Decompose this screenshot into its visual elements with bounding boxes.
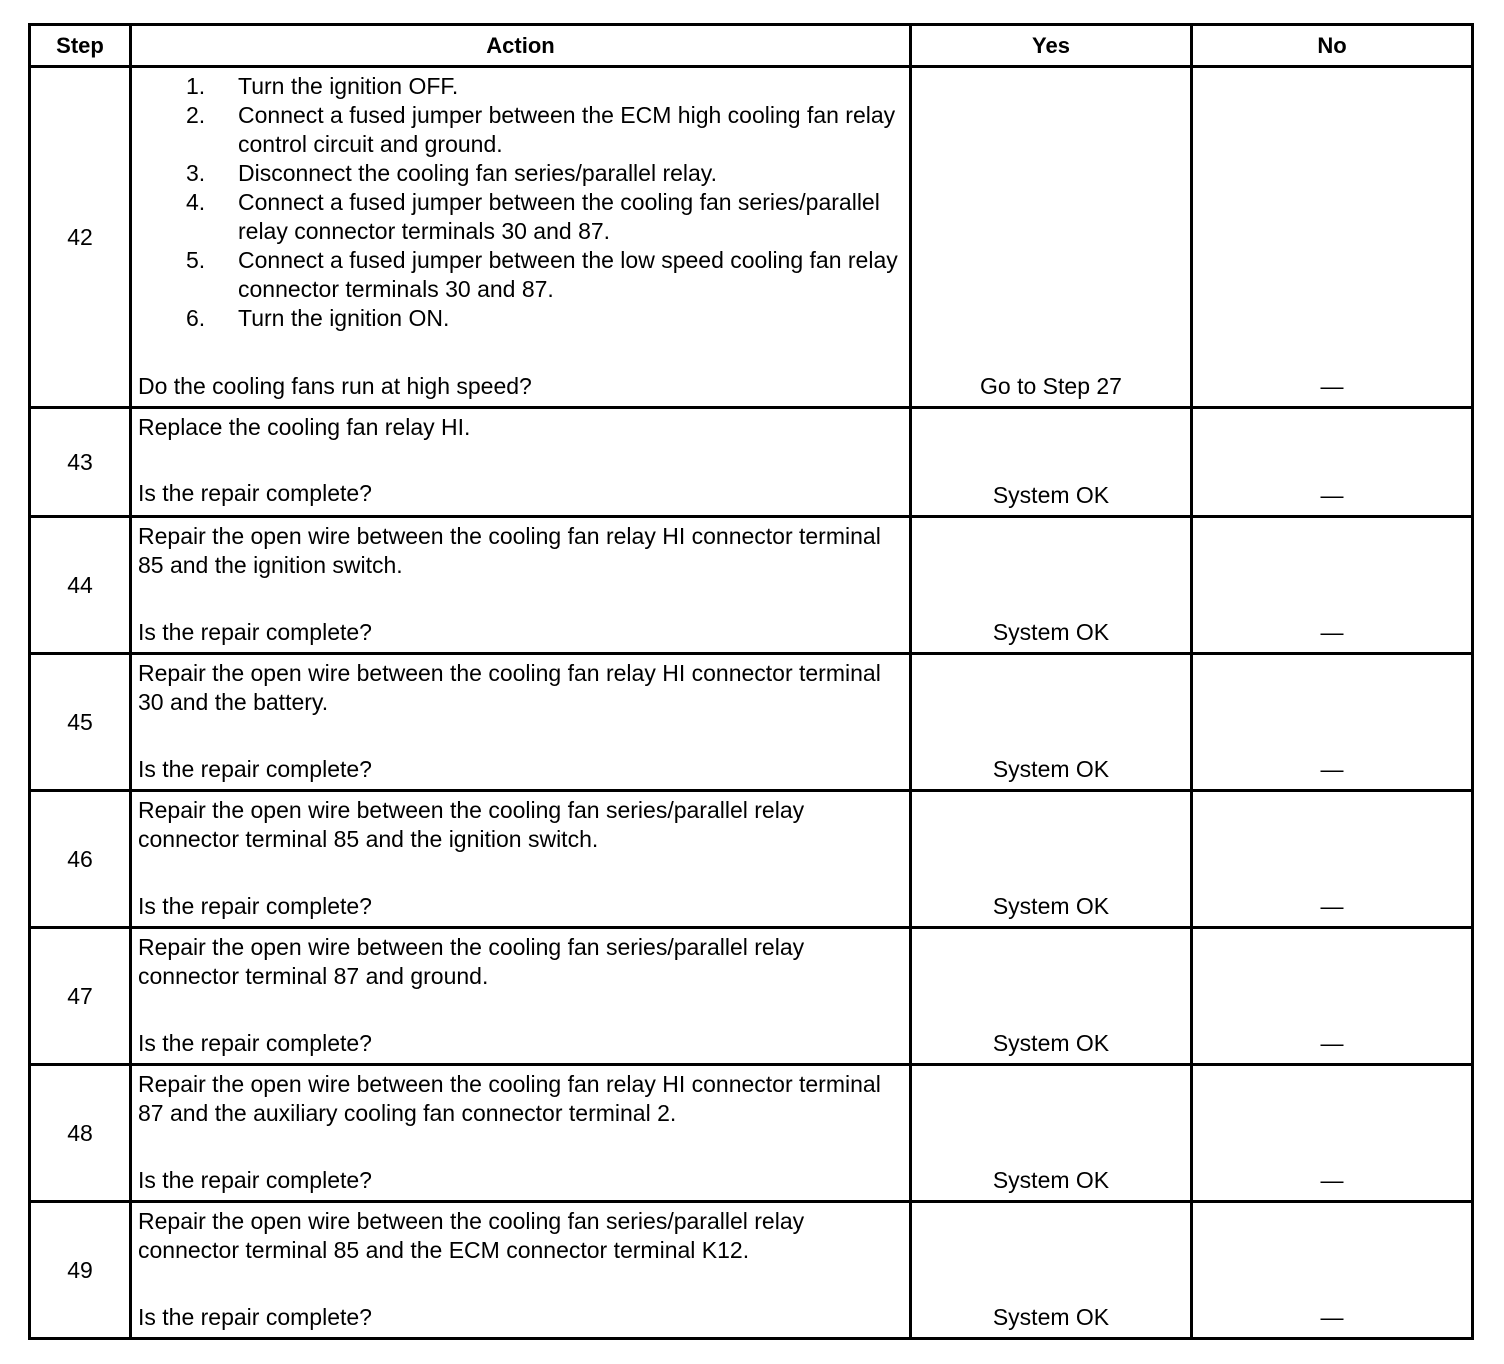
action-question: Is the repair complete? bbox=[138, 619, 372, 645]
list-item bbox=[138, 188, 901, 246]
list-item-text: Connect a fused jumper between the ECM high cooling fan relay control circuit and ground. bbox=[238, 102, 896, 157]
table-row bbox=[30, 654, 1473, 791]
action-question: Is the repair complete? bbox=[138, 756, 372, 782]
list-item-number: 4. bbox=[186, 189, 206, 215]
step-number: 46 bbox=[30, 791, 131, 928]
action-cell bbox=[131, 408, 911, 517]
header-yes: Yes bbox=[911, 25, 1192, 67]
no-result: — bbox=[1192, 1202, 1473, 1339]
no-result: — bbox=[1192, 67, 1473, 408]
action-description: Replace the cooling fan relay HI. bbox=[138, 414, 471, 440]
action-question: Is the repair complete? bbox=[138, 1304, 372, 1330]
yes-result: System OK bbox=[911, 791, 1192, 928]
diagnostic-table-sheet bbox=[28, 23, 1471, 1340]
action-description: Repair the open wire between the cooling fan relay HI connector terminal 30 and the battery. bbox=[138, 660, 881, 715]
action-description: Repair the open wire between the cooling fan series/parallel relay connector terminal 87 and ground. bbox=[138, 934, 805, 989]
header-action: Action bbox=[131, 25, 911, 67]
action-question: Is the repair complete? bbox=[138, 480, 372, 506]
action-cell bbox=[131, 1202, 911, 1339]
step-number: 47 bbox=[30, 928, 131, 1065]
list-item-number: 6. bbox=[186, 305, 206, 331]
action-cell bbox=[131, 928, 911, 1065]
no-result: — bbox=[1192, 654, 1473, 791]
diagnostic-table bbox=[28, 23, 1474, 1340]
yes-result: System OK bbox=[911, 408, 1192, 517]
table-row bbox=[30, 67, 1473, 408]
no-result: — bbox=[1192, 517, 1473, 654]
list-item-text: Turn the ignition OFF. bbox=[238, 73, 459, 99]
step-number: 44 bbox=[30, 517, 131, 654]
no-result: — bbox=[1192, 791, 1473, 928]
yes-result: System OK bbox=[911, 928, 1192, 1065]
header-step: Step bbox=[30, 25, 131, 67]
yes-result: System OK bbox=[911, 517, 1192, 654]
list-item-number: 2. bbox=[186, 102, 206, 128]
step-number: 42 bbox=[30, 67, 131, 408]
table-row bbox=[30, 408, 1473, 517]
no-result: — bbox=[1192, 408, 1473, 517]
step-number: 45 bbox=[30, 654, 131, 791]
action-question: Do the cooling fans run at high speed? bbox=[138, 373, 532, 399]
action-cell bbox=[131, 1065, 911, 1202]
table-row bbox=[30, 791, 1473, 928]
yes-result: System OK bbox=[911, 1202, 1192, 1339]
action-cell bbox=[131, 791, 911, 928]
no-result: — bbox=[1192, 928, 1473, 1065]
list-item bbox=[138, 246, 901, 304]
list-item bbox=[138, 72, 901, 101]
yes-result: System OK bbox=[911, 1065, 1192, 1202]
action-description: Repair the open wire between the cooling fan relay HI connector terminal 87 and the auxiliary cooling fan connector terminal 2. bbox=[138, 1071, 881, 1126]
list-item-text: Turn the ignition ON. bbox=[238, 305, 450, 331]
list-item bbox=[138, 101, 901, 159]
list-item-text: Connect a fused jumper between the cooling fan series/parallel relay connector terminals 30 and 87. bbox=[238, 189, 880, 244]
action-question: Is the repair complete? bbox=[138, 1167, 372, 1193]
action-description: Repair the open wire between the cooling fan relay HI connector terminal 85 and the ignition switch. bbox=[138, 523, 881, 578]
table-row bbox=[30, 1202, 1473, 1339]
no-result: — bbox=[1192, 1065, 1473, 1202]
step-number: 48 bbox=[30, 1065, 131, 1202]
action-description: Repair the open wire between the cooling fan series/parallel relay connector terminal 85 and the ECM connector terminal K12. bbox=[138, 1208, 805, 1263]
step-number: 43 bbox=[30, 408, 131, 517]
action-description: Repair the open wire between the cooling fan series/parallel relay connector terminal 85 and the ignition switch. bbox=[138, 797, 805, 852]
action-cell bbox=[131, 517, 911, 654]
table-header-row bbox=[30, 25, 1473, 67]
list-item-text: Disconnect the cooling fan series/parallel relay. bbox=[238, 160, 717, 186]
yes-result: Go to Step 27 bbox=[911, 67, 1192, 408]
table-row bbox=[30, 928, 1473, 1065]
action-cell bbox=[131, 654, 911, 791]
action-question: Is the repair complete? bbox=[138, 1030, 372, 1056]
list-item-number: 1. bbox=[186, 73, 206, 99]
step-number: 49 bbox=[30, 1202, 131, 1339]
list-item bbox=[138, 304, 901, 333]
table-row bbox=[30, 1065, 1473, 1202]
table-row bbox=[30, 517, 1473, 654]
action-step-list bbox=[138, 72, 901, 333]
list-item-number: 5. bbox=[186, 247, 206, 273]
action-question: Is the repair complete? bbox=[138, 893, 372, 919]
action-cell bbox=[131, 67, 911, 408]
list-item-text: Connect a fused jumper between the low speed cooling fan relay connector terminals 30 and 87. bbox=[238, 247, 898, 302]
list-item-number: 3. bbox=[186, 160, 206, 186]
yes-result: System OK bbox=[911, 654, 1192, 791]
header-no: No bbox=[1192, 25, 1473, 67]
list-item bbox=[138, 159, 901, 188]
